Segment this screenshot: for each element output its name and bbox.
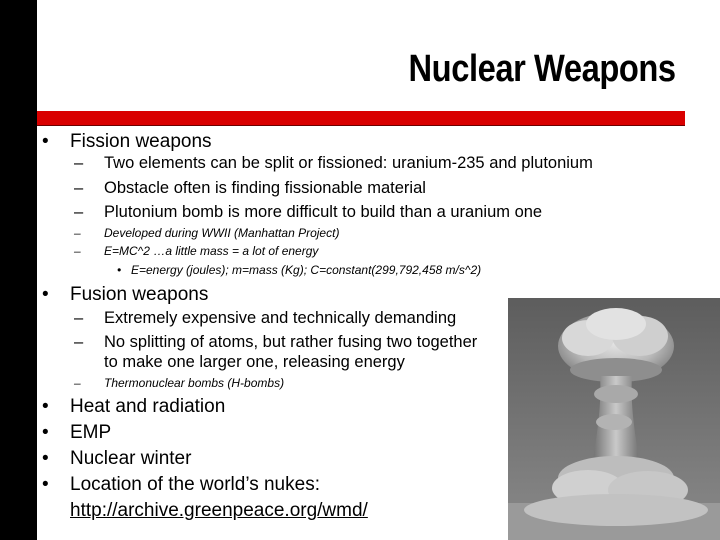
fission-sub-3: Plutonium bomb is more difficult to build than a uranium one [104, 203, 543, 221]
fission-sub-2: Obstacle often is finding fissionable material [104, 179, 426, 197]
mushroom-cloud-photo [508, 298, 720, 540]
bullet-heat: Heat and radiation [70, 396, 226, 417]
fission-small-1: Developed during WWII (Manhattan Project) [104, 226, 340, 240]
bullet-symbol: • [42, 284, 49, 305]
bullet-symbol: • [42, 474, 49, 495]
dash-symbol: – [74, 376, 81, 390]
bullet-symbol: • [42, 448, 49, 469]
bullet-nuclear-winter: Nuclear winter [70, 448, 192, 469]
fission-small-sub: E=energy (joules); m=mass (Kg); C=constant(299,792,458 m/s^2) [131, 263, 482, 277]
bullet-symbol: • [42, 422, 49, 443]
slide-title: Nuclear Weapons [408, 48, 676, 90]
dash-symbol: – [74, 179, 84, 197]
fission-sub-1: Two elements can be split or fissioned: uranium-235 and plutonium [104, 154, 593, 172]
fusion-sub-2: No splitting of atoms, but rather fusing two together [104, 333, 478, 351]
bullet-fission: Fission weapons [70, 131, 212, 152]
dash-symbol: – [74, 203, 84, 221]
fusion-sub-2-cont: to make one larger one, releasing energy [104, 353, 405, 371]
title-underline-bar [37, 111, 685, 126]
dash-symbol: – [74, 333, 84, 351]
dash-symbol: – [74, 154, 84, 172]
greenpeace-link[interactable]: http://archive.greenpeace.org/wmd/ [70, 500, 368, 521]
dash-symbol: – [74, 226, 81, 240]
dash-symbol: – [74, 244, 81, 258]
bullet-fusion: Fusion weapons [70, 284, 209, 305]
bullet-emp: EMP [70, 422, 112, 443]
bullet-location: Location of the world’s nukes: [70, 474, 320, 495]
fusion-small-1: Thermonuclear bombs (H-bombs) [104, 376, 285, 390]
fission-small-2: E=MC^2 …a little mass = a lot of energy [104, 244, 319, 258]
mushroom-cloud-image [508, 298, 720, 540]
bullet-symbol: • [117, 263, 122, 277]
left-accent-bar [0, 0, 37, 540]
bullet-symbol: • [42, 396, 49, 417]
bullet-symbol: • [42, 131, 49, 152]
dash-symbol: – [74, 309, 84, 327]
fusion-sub-1: Extremely expensive and technically demanding [104, 309, 457, 327]
